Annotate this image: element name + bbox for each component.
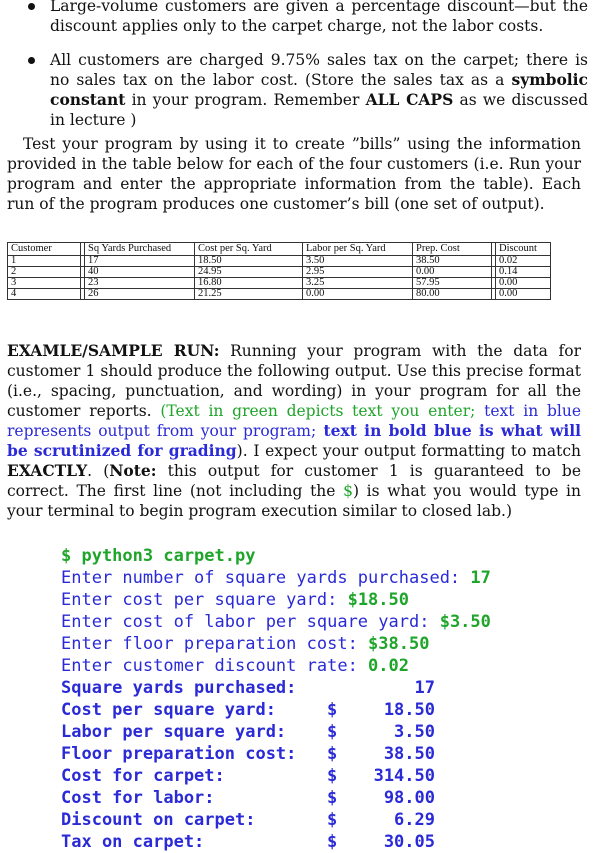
table-cell: 18.50 (195, 256, 303, 267)
table-cell: 4 (8, 289, 81, 300)
terminal-prompt-line (61, 589, 491, 611)
table-cell: 17 (85, 256, 195, 267)
sample-text: . ( (87, 462, 110, 480)
report-dollar: $ (327, 810, 338, 830)
report-label: Cost for carpet: (61, 766, 225, 786)
report-label: Tax on carpet: (61, 832, 205, 852)
column-header: Discount (496, 243, 551, 256)
report-value: 38.50 (383, 744, 435, 764)
prompt-label: Enter cost of labor per square yard: (61, 612, 440, 632)
report-line (61, 677, 491, 699)
terminal-command-line (61, 545, 491, 567)
table-cell: 40 (85, 267, 195, 278)
report-line (61, 721, 491, 743)
table-cell: 0.02 (496, 256, 551, 267)
report-value: 3.50 (394, 722, 435, 742)
bullet-bold-text: ALL CAPS (365, 90, 454, 109)
exactly-text: EXACTLY (7, 461, 88, 480)
report-line (61, 809, 491, 831)
report-dollar: $ (327, 832, 338, 852)
column-header: Prep. Cost (413, 243, 492, 256)
bullet-dot-icon (28, 57, 35, 64)
table-cell: 0.00 (303, 289, 413, 300)
report-label: Square yards purchased: (61, 678, 297, 698)
terminal-prompt-line (61, 611, 491, 633)
customer-table (7, 242, 551, 300)
sample-run-paragraph (7, 341, 581, 521)
report-line (61, 743, 491, 765)
report-value: 18.50 (383, 700, 435, 720)
table-cell: 2.95 (303, 267, 413, 278)
dollar-sign: $ (343, 482, 353, 500)
bullet-text: Large-volume customers are given a percentage discount—but the discount applies only to the carpet charge, not the labor costs. (50, 0, 588, 35)
report-label: Labor per square yard: (61, 722, 287, 742)
prompt-input: $38.50 (368, 634, 430, 654)
table-cell: 24.95 (195, 267, 303, 278)
report-value: 314.50 (373, 766, 435, 786)
report-dollar: $ (327, 700, 338, 720)
table-cell: 3 (8, 278, 81, 289)
bullet-dot-icon (28, 3, 35, 10)
table-cell: 3.50 (303, 256, 413, 267)
sample-text: ). I expect your output formatting to match (236, 442, 581, 460)
column-header: Labor per Sq. Yard (303, 243, 413, 256)
bullet-item (28, 50, 588, 130)
report-line (61, 765, 491, 787)
prompt-label: Enter customer discount rate: (61, 656, 369, 676)
table-cell: 57.95 (413, 278, 492, 289)
terminal-prompt-line (61, 655, 491, 677)
table-cell: 26 (85, 289, 195, 300)
table-cell: 21.25 (195, 289, 303, 300)
column-header: Sq Yards Purchased (85, 243, 195, 256)
table-cell: 80.00 (413, 289, 492, 300)
table-cell: 3.25 (303, 278, 413, 289)
report-value: 30.05 (383, 832, 435, 852)
green-legend-text: (Text in green depicts text you enter; (160, 402, 476, 420)
table-cell: 0.00 (496, 289, 551, 300)
table-cell: 38.50 (413, 256, 492, 267)
report-dollar: $ (327, 744, 338, 764)
report-value: 17 (414, 678, 435, 698)
table-cell: 23 (85, 278, 195, 289)
bullet-list (28, 0, 588, 144)
report-line (61, 699, 491, 721)
terminal-prompt-line (61, 567, 491, 589)
report-label: Discount on carpet: (61, 810, 256, 830)
report-value: 98.00 (383, 788, 435, 808)
note-label: Note: (109, 461, 157, 480)
column-header: Customer (8, 243, 81, 256)
table-cell: 0.00 (413, 267, 492, 278)
table-cell: 1 (8, 256, 81, 267)
bullet-text: in your program. Remember (125, 91, 366, 109)
report-label: Cost for labor: (61, 788, 215, 808)
table-cell: 16.80 (195, 278, 303, 289)
prompt-input: $18.50 (347, 590, 409, 610)
blue-legend-text: text in blue represents output from your program; (7, 402, 582, 440)
report-dollar: $ (327, 722, 338, 742)
sample-run-heading: EXAMLE/SAMPLE RUN: (7, 341, 220, 360)
terminal-command: $ python3 carpet.py (61, 546, 256, 566)
terminal-output (61, 545, 491, 853)
terminal-prompt-line (61, 633, 491, 655)
table-row (8, 256, 551, 267)
prompt-label: Enter cost per square yard: (61, 590, 348, 610)
test-instructions: Test your program by using it to create ”bills” using the information provided in the table below for each of the four customers (i.e. Run your program and enter the appropriate information from the table). Each run of the program produces one customer’s bill (one set of output). (7, 135, 581, 213)
report-value: 6.29 (394, 810, 435, 830)
report-line (61, 787, 491, 809)
prompt-input: 0.02 (368, 656, 409, 676)
table-cell: 0.14 (496, 267, 551, 278)
sample-text: this output for customer 1 is guaranteed to be correct. The first line (not including the (7, 462, 581, 500)
sample-text: ) is what you would type in your terminal to begin program execution similar to closed lab.) (7, 482, 581, 520)
bullet-item (28, 0, 588, 36)
report-label: Floor preparation cost: (61, 744, 297, 764)
table-row (8, 278, 551, 289)
table-cell: 0.00 (496, 278, 551, 289)
sample-text: Running your program with the data for customer 1 should produce the following output. Use this precise format (i.e., spacing, punctuation, and wording) in your program for all the customer reports. (7, 342, 581, 420)
bullet-text: as we discussed in lecture ) (50, 91, 588, 129)
table-cell: 2 (8, 267, 81, 278)
table-row (8, 267, 551, 278)
bold-blue-legend-text: text in bold blue is what will be scrutinized for grading (7, 421, 581, 460)
report-dollar: $ (327, 788, 338, 808)
table-header-row (8, 243, 551, 256)
prompt-label: Enter number of square yards purchased: (61, 568, 471, 588)
report-dollar: $ (327, 766, 338, 786)
prompt-label: Enter floor preparation cost: (61, 634, 369, 654)
table-row (8, 289, 551, 300)
report-label: Cost per square yard: (61, 700, 276, 720)
prompt-input: $3.50 (439, 612, 491, 632)
prompt-input: 17 (470, 568, 491, 588)
bullet-text: All customers are charged 9.75% sales tax on the carpet; there is no sales tax on the labor cost. (Store the sales tax as a (50, 51, 588, 89)
bullet-bold-text: symbolic constant (50, 70, 588, 109)
column-header: Cost per Sq. Yard (195, 243, 303, 256)
